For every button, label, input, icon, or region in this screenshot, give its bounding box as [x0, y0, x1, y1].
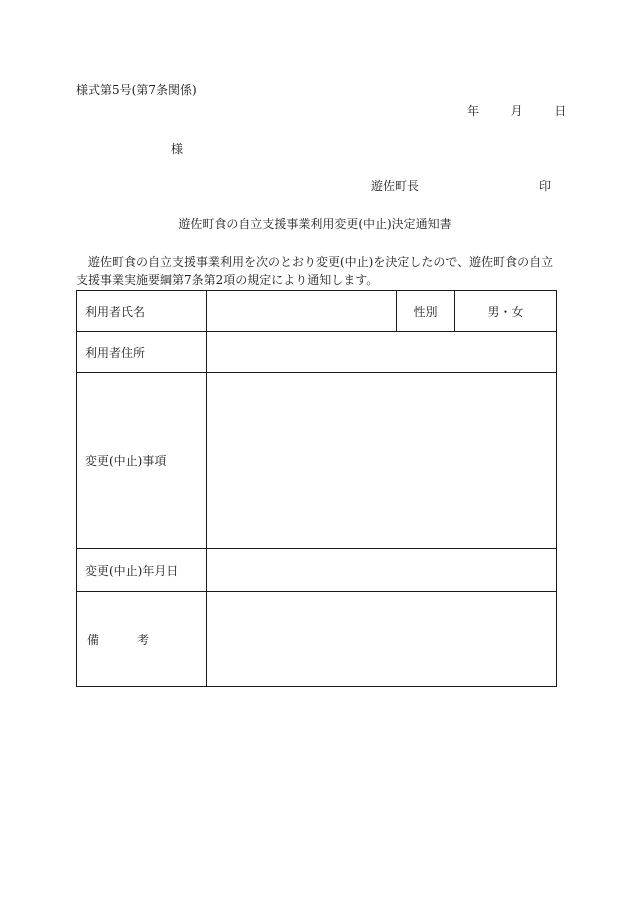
body-line-2: 支援事業実施要綱第7条第2項の規定により通知します。	[76, 273, 379, 287]
change-date-label: 変更(中止)年月日	[77, 549, 207, 592]
user-name-label: 利用者氏名	[77, 291, 207, 332]
change-date-field[interactable]	[207, 549, 557, 592]
change-items-field[interactable]	[207, 373, 557, 549]
row-remarks	[77, 592, 557, 687]
issuer-name: 遊佐町長	[371, 179, 420, 193]
document-title: 遊佐町食の自立支援事業利用変更(中止)決定通知書	[178, 217, 452, 231]
row-change-items	[77, 373, 557, 549]
date-day-label: 日	[554, 104, 567, 118]
remarks-field[interactable]	[207, 592, 557, 687]
change-items-label: 変更(中止)事項	[77, 373, 207, 549]
gender-options[interactable]: 男・女	[455, 291, 557, 332]
remarks-label	[77, 592, 207, 687]
user-name-field[interactable]	[207, 291, 397, 332]
remarks-label-char-2: 考	[136, 632, 149, 647]
seal-mark: 印	[539, 179, 552, 193]
remarks-label-char-1: 備	[87, 632, 100, 647]
body-text	[76, 253, 558, 289]
form-number: 様式第5号(第7条関係)	[76, 83, 197, 97]
date-month-label: 月	[510, 104, 523, 118]
row-user-name	[77, 291, 557, 332]
row-change-date	[77, 549, 557, 592]
user-address-label: 利用者住所	[77, 332, 207, 373]
date-year-label: 年	[467, 104, 480, 118]
gender-label: 性別	[397, 291, 455, 332]
body-line-1: 遊佐町食の自立支援事業利用を次のとおり変更(中止)を決定したので、遊佐町食の自立	[88, 255, 554, 269]
notice-form-table	[76, 290, 557, 687]
recipient-suffix: 様	[171, 142, 184, 156]
row-user-address	[77, 332, 557, 373]
date-line	[467, 104, 566, 118]
user-address-field[interactable]	[207, 332, 557, 373]
